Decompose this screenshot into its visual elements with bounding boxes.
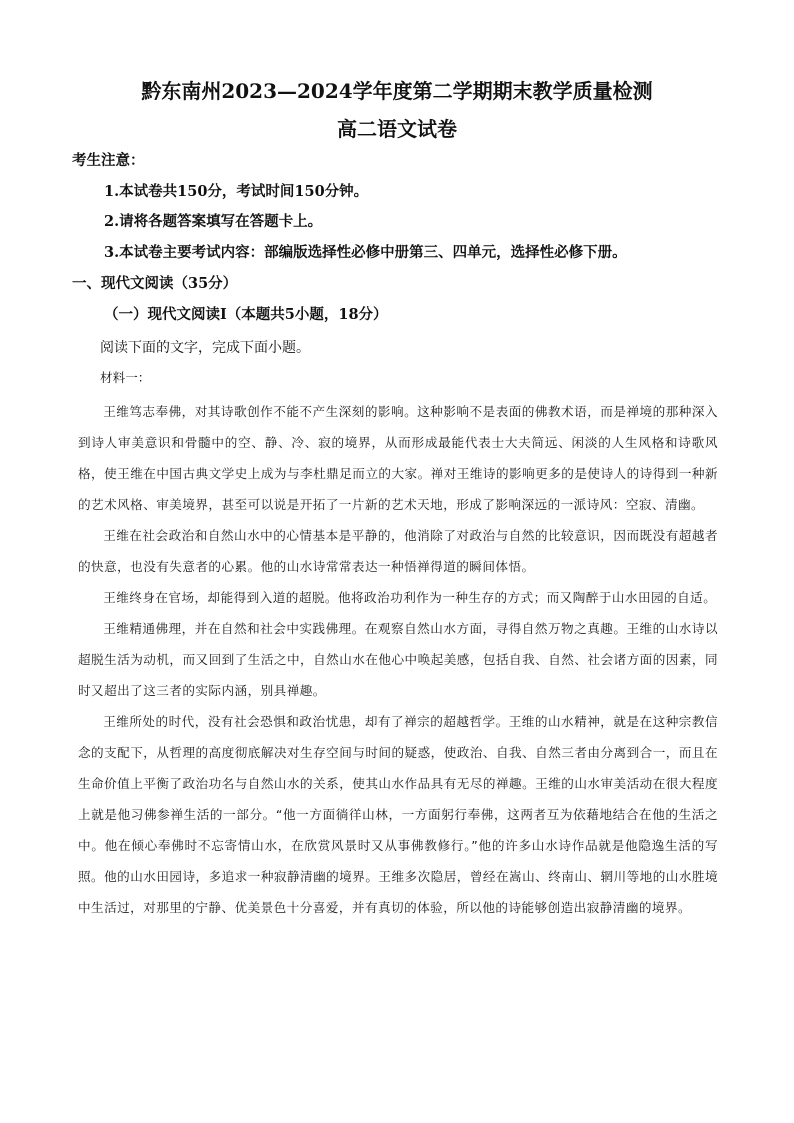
notice-heading: 考生注意： xyxy=(72,152,145,169)
section-heading: 一、现代文阅读（35分） xyxy=(72,275,238,292)
passage-paragraph: 王维精通佛理，并在自然和社会中实践佛理。在观察自然山水方面，寻得自然万物之真趣。王维的山水诗以超脱生活为动机，而又回到了生活之中，自然山水在他心中唤起美感，包括自我、自然、社会诸方面的因素，同时又超出了这三者的实际内涵，别具禅趣。 xyxy=(78,621,718,698)
reading-instruction: 阅读下面的文字，完成下面小题。 xyxy=(100,340,310,356)
material-label: 材料一： xyxy=(100,370,151,385)
passage-paragraph: 王维笃志奉佛，对其诗歌创作不能不产生深刻的影响。这种影响不是表面的佛教术语，而是禅境的那种深入到诗人审美意识和骨髓中的空、静、冷、寂的境界，从而形成最能代表士大夫简远、闲淡的人生风格和诗歌风格，使王维在中国古典文学史上成为与李杜鼎足而立的大家。禅对王维诗的影响更多的是使诗人的诗得到一种新的艺术风格、审美境界，甚至可以说是开拓了一片新的艺术天地，形成了影响深远的一派诗风：空寂、清幽。 xyxy=(78,404,718,512)
exam-subtitle: 高二语文试卷 xyxy=(337,117,457,141)
passage-paragraph: 王维在社会政治和自然山水中的心情基本是平静的，他消除了对政治与自然的比较意识，因而既没有超越者的快意，也没有失意者的心累。他的山水诗常常表达一种悟禅得道的瞬间体悟。 xyxy=(78,528,718,574)
notice-item-1: 1.本试卷共150分，考试时间150分钟。 xyxy=(104,183,369,200)
exam-title: 黔东南州2023—2024学年度第二学期期末教学质量检测 xyxy=(141,79,653,103)
subsection-heading: （一）现代文阅读Ⅰ（本题共5小题，18分） xyxy=(104,306,388,323)
passage-paragraph: 王维所处的时代，没有社会恐惧和政治忧患，却有了禅宗的超越哲学。王维的山水精神，就是在这种宗教信念的支配下，从哲理的高度彻底解决对生存空间与时间的疑惑，使政治、自我、自然三者由分离到合一，而且在生命价值上平衡了政治功名与自然山水的关系，使其山水作品具有无尽的禅趣。王维的山水审美活动在很大程度上就是他习佛参禅生活的一部分。“他一方面徜徉山林，一方面躬行奉佛，这两者互为依藉地结合在他的生活之中。他在倾心奉佛时不忘寄情山水，在欣赏风景时又从事佛教修行。”他的许多山水诗作品就是他隐逸生活的写照。他的山水田园诗，多追求一种寂静清幽的境界。王维多次隐居，曾经在嵩山、终南山、辋川等地的山水胜境中生活过，对那里的宁静、优美景色十分喜爱，并有真切的体验，所以他的诗能够创造出寂静清幽的境界。 xyxy=(78,714,718,915)
passage-paragraph: 王维终身在官场，却能得到入道的超脱。他将政治功利作为一种生存的方式；而又陶醉于山水田园的自适。 xyxy=(103,590,717,605)
notice-item-2: 2.请将各题答案填写在答题卡上。 xyxy=(104,213,323,230)
notice-item-3: 3.本试卷主要考试内容：部编版选择性必修中册第三、四单元，选择性必修下册。 xyxy=(104,244,627,261)
reading-passage xyxy=(78,396,718,923)
